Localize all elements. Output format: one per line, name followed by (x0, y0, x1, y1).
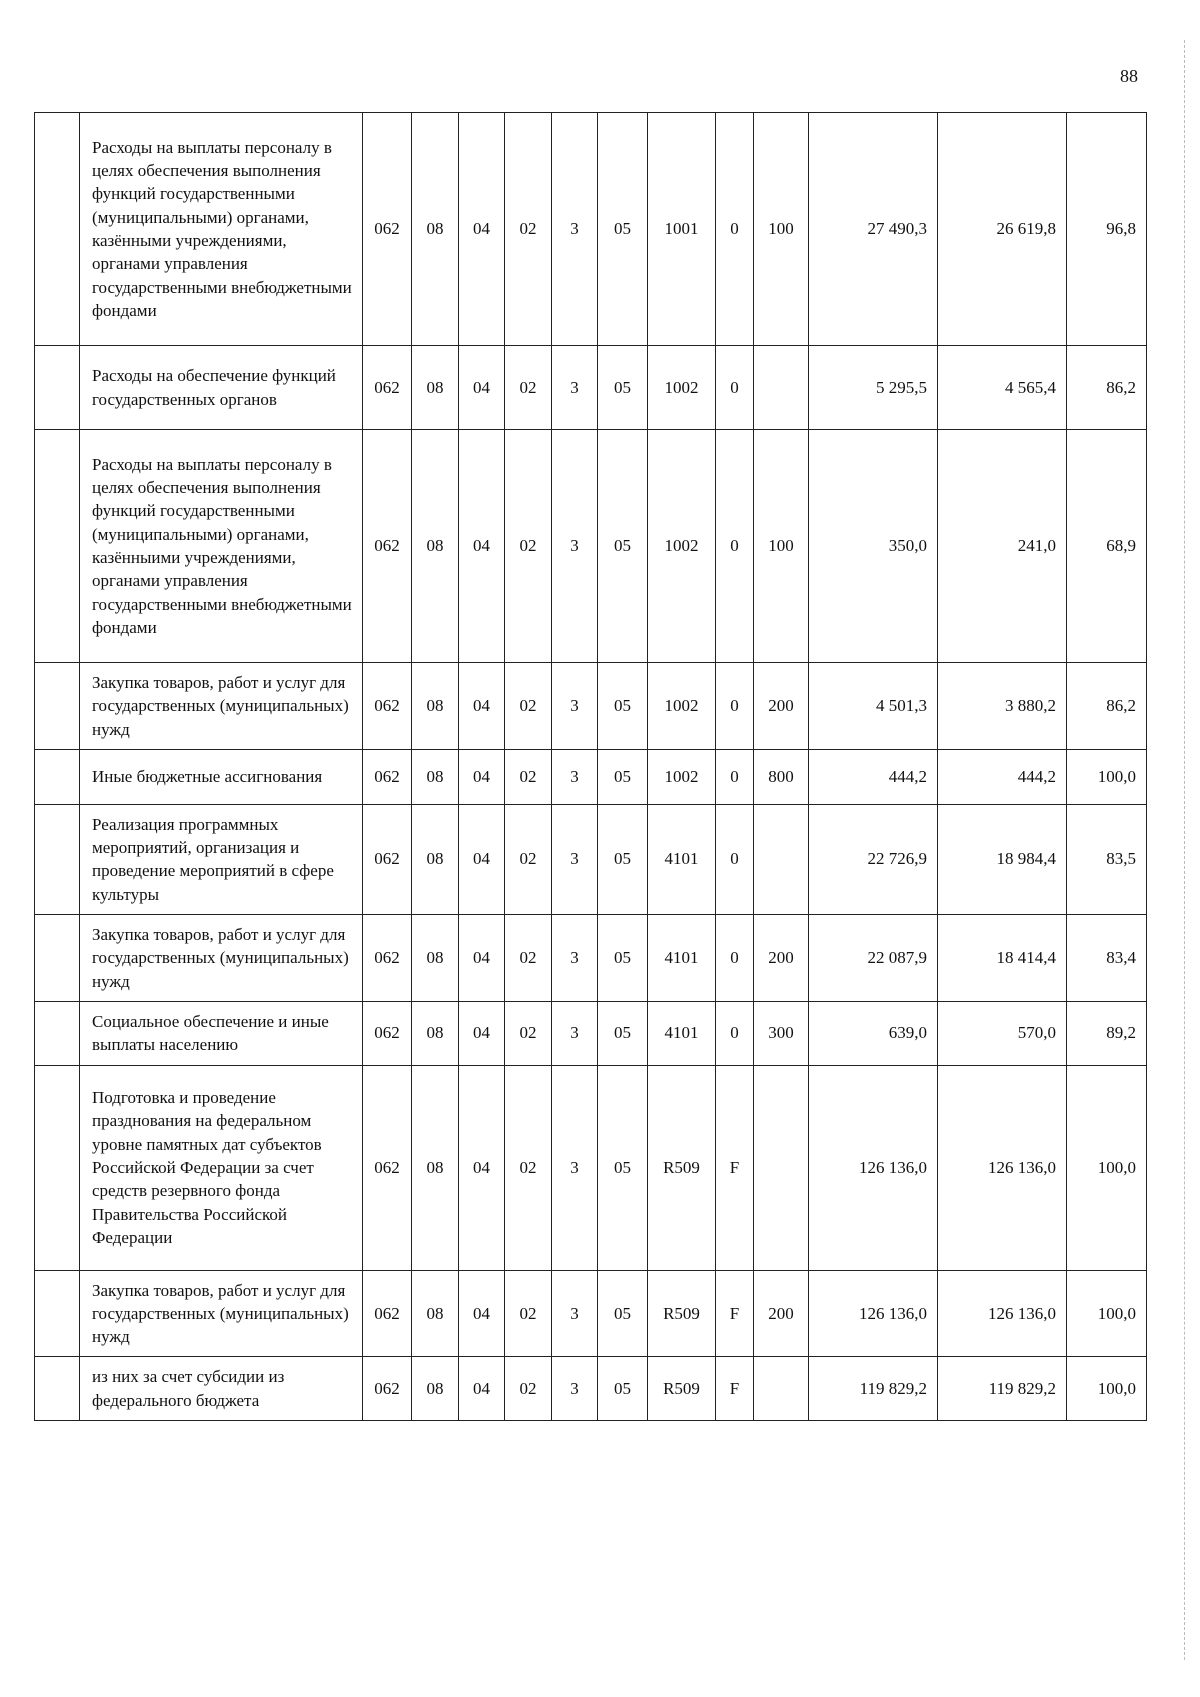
actual-amount: 4 565,4 (938, 346, 1067, 430)
section-code: 08 (412, 113, 459, 346)
expense-type-code: 100 (754, 113, 809, 346)
direction-code: 1002 (648, 346, 716, 430)
ministry-code: 062 (363, 749, 412, 804)
execution-percent: 83,5 (1067, 804, 1147, 914)
actual-amount: 18 414,4 (938, 915, 1067, 1002)
table-row (35, 804, 1147, 914)
row-index-cell (35, 346, 80, 430)
section-code: 08 (412, 430, 459, 663)
event-code: 05 (598, 804, 648, 914)
expense-type-code: 200 (754, 663, 809, 750)
event-code: 05 (598, 113, 648, 346)
row-description: из них за счет субсидии из федерального бюджета (80, 1357, 363, 1421)
page-number: 88 (1120, 66, 1138, 86)
event-code: 05 (598, 1001, 648, 1065)
execution-percent: 86,2 (1067, 346, 1147, 430)
row-description: Социальное обеспечение и иные выплаты населению (80, 1001, 363, 1065)
expense-type-code: 800 (754, 749, 809, 804)
subsection-code: 04 (459, 749, 505, 804)
program-code: 02 (505, 663, 552, 750)
table-row (35, 1001, 1147, 1065)
event-code: 05 (598, 430, 648, 663)
plan-amount: 5 295,5 (809, 346, 938, 430)
program-code: 02 (505, 749, 552, 804)
subprogram-code: 3 (552, 113, 598, 346)
execution-percent: 83,4 (1067, 915, 1147, 1002)
row-description: Закупка товаров, работ и услуг для государственных (муниципальных) нужд (80, 915, 363, 1002)
section-code: 08 (412, 915, 459, 1002)
subsection-code: 04 (459, 663, 505, 750)
extra-code: 0 (716, 663, 754, 750)
subsection-code: 04 (459, 346, 505, 430)
execution-percent: 68,9 (1067, 430, 1147, 663)
plan-amount: 22 087,9 (809, 915, 938, 1002)
row-index-cell (35, 804, 80, 914)
expense-type-code: 300 (754, 1001, 809, 1065)
row-index-cell (35, 915, 80, 1002)
direction-code: R509 (648, 1357, 716, 1421)
extra-code: F (716, 1065, 754, 1270)
subsection-code: 04 (459, 113, 505, 346)
subsection-code: 04 (459, 1001, 505, 1065)
subprogram-code: 3 (552, 749, 598, 804)
actual-amount: 119 829,2 (938, 1357, 1067, 1421)
plan-amount: 22 726,9 (809, 804, 938, 914)
expense-type-code: 100 (754, 430, 809, 663)
ministry-code: 062 (363, 430, 412, 663)
table-row (35, 113, 1147, 346)
direction-code: R509 (648, 1270, 716, 1357)
expense-type-code (754, 804, 809, 914)
subprogram-code: 3 (552, 915, 598, 1002)
plan-amount: 126 136,0 (809, 1270, 938, 1357)
actual-amount: 126 136,0 (938, 1065, 1067, 1270)
direction-code: 1002 (648, 663, 716, 750)
plan-amount: 639,0 (809, 1001, 938, 1065)
extra-code: F (716, 1270, 754, 1357)
subsection-code: 04 (459, 804, 505, 914)
event-code: 05 (598, 1065, 648, 1270)
subsection-code: 04 (459, 1065, 505, 1270)
row-description: Расходы на выплаты персоналу в целях обеспечения выполнения функций государственными (муниципальными) органами, казённыими учреждениями, органами управления государственными внебюджетными фондами (80, 430, 363, 663)
extra-code: 0 (716, 113, 754, 346)
section-code: 08 (412, 1270, 459, 1357)
table-row (35, 663, 1147, 750)
program-code: 02 (505, 1065, 552, 1270)
event-code: 05 (598, 915, 648, 1002)
plan-amount: 119 829,2 (809, 1357, 938, 1421)
scan-edge-line (1184, 40, 1185, 1660)
program-code: 02 (505, 113, 552, 346)
extra-code: 0 (716, 346, 754, 430)
actual-amount: 18 984,4 (938, 804, 1067, 914)
table-row (35, 915, 1147, 1002)
execution-percent: 100,0 (1067, 1065, 1147, 1270)
row-index-cell (35, 663, 80, 750)
table-row (35, 1357, 1147, 1421)
program-code: 02 (505, 430, 552, 663)
table-row (35, 430, 1147, 663)
plan-amount: 444,2 (809, 749, 938, 804)
subsection-code: 04 (459, 1270, 505, 1357)
execution-percent: 89,2 (1067, 1001, 1147, 1065)
row-description: Расходы на выплаты персоналу в целях обеспечения выполнения функций государственными (муниципальными) органами, казёнными учреждениями, органами управления государственными внебюджетными фондами (80, 113, 363, 346)
actual-amount: 126 136,0 (938, 1270, 1067, 1357)
program-code: 02 (505, 804, 552, 914)
ministry-code: 062 (363, 346, 412, 430)
row-index-cell (35, 430, 80, 663)
extra-code: 0 (716, 915, 754, 1002)
plan-amount: 350,0 (809, 430, 938, 663)
section-code: 08 (412, 804, 459, 914)
direction-code: 1002 (648, 430, 716, 663)
program-code: 02 (505, 1270, 552, 1357)
ministry-code: 062 (363, 915, 412, 1002)
execution-percent: 100,0 (1067, 1270, 1147, 1357)
row-index-cell (35, 1357, 80, 1421)
expense-type-code (754, 346, 809, 430)
program-code: 02 (505, 1357, 552, 1421)
execution-percent: 86,2 (1067, 663, 1147, 750)
event-code: 05 (598, 1270, 648, 1357)
ministry-code: 062 (363, 1001, 412, 1065)
subprogram-code: 3 (552, 1065, 598, 1270)
budget-table (34, 112, 1147, 1421)
direction-code: 4101 (648, 1001, 716, 1065)
expense-type-code: 200 (754, 1270, 809, 1357)
ministry-code: 062 (363, 1065, 412, 1270)
actual-amount: 3 880,2 (938, 663, 1067, 750)
extra-code: 0 (716, 749, 754, 804)
direction-code: 1001 (648, 113, 716, 346)
ministry-code: 062 (363, 1357, 412, 1421)
subprogram-code: 3 (552, 663, 598, 750)
subprogram-code: 3 (552, 1001, 598, 1065)
row-index-cell (35, 749, 80, 804)
event-code: 05 (598, 1357, 648, 1421)
actual-amount: 570,0 (938, 1001, 1067, 1065)
row-description: Расходы на обеспечение функций государственных органов (80, 346, 363, 430)
row-index-cell (35, 1270, 80, 1357)
execution-percent: 96,8 (1067, 113, 1147, 346)
extra-code: 0 (716, 1001, 754, 1065)
section-code: 08 (412, 1357, 459, 1421)
row-index-cell (35, 1065, 80, 1270)
actual-amount: 26 619,8 (938, 113, 1067, 346)
extra-code: 0 (716, 804, 754, 914)
plan-amount: 27 490,3 (809, 113, 938, 346)
actual-amount: 241,0 (938, 430, 1067, 663)
ministry-code: 062 (363, 113, 412, 346)
row-description: Закупка товаров, работ и услуг для государственных (муниципальных) нужд (80, 663, 363, 750)
plan-amount: 126 136,0 (809, 1065, 938, 1270)
expense-type-code: 200 (754, 915, 809, 1002)
section-code: 08 (412, 1001, 459, 1065)
event-code: 05 (598, 663, 648, 750)
ministry-code: 062 (363, 663, 412, 750)
direction-code: 1002 (648, 749, 716, 804)
subsection-code: 04 (459, 430, 505, 663)
subprogram-code: 3 (552, 346, 598, 430)
table-row (35, 346, 1147, 430)
ministry-code: 062 (363, 804, 412, 914)
row-description: Реализация программных мероприятий, организация и проведение мероприятий в сфере культуры (80, 804, 363, 914)
execution-percent: 100,0 (1067, 749, 1147, 804)
row-description: Подготовка и проведение празднования на федеральном уровне памятных дат субъектов Российской Федерации за счет средств резервного фонда Правительства Российской Федерации (80, 1065, 363, 1270)
row-description: Иные бюджетные ассигнования (80, 749, 363, 804)
subprogram-code: 3 (552, 430, 598, 663)
table-row (35, 749, 1147, 804)
section-code: 08 (412, 1065, 459, 1270)
event-code: 05 (598, 749, 648, 804)
section-code: 08 (412, 749, 459, 804)
program-code: 02 (505, 1001, 552, 1065)
direction-code: R509 (648, 1065, 716, 1270)
expense-type-code (754, 1065, 809, 1270)
direction-code: 4101 (648, 915, 716, 1002)
table-row (35, 1270, 1147, 1357)
subprogram-code: 3 (552, 1270, 598, 1357)
subprogram-code: 3 (552, 804, 598, 914)
row-index-cell (35, 113, 80, 346)
program-code: 02 (505, 915, 552, 1002)
direction-code: 4101 (648, 804, 716, 914)
extra-code: 0 (716, 430, 754, 663)
table-body (35, 113, 1147, 1421)
section-code: 08 (412, 346, 459, 430)
extra-code: F (716, 1357, 754, 1421)
expense-type-code (754, 1357, 809, 1421)
subsection-code: 04 (459, 915, 505, 1002)
row-description: Закупка товаров, работ и услуг для государственных (муниципальных) нужд (80, 1270, 363, 1357)
subprogram-code: 3 (552, 1357, 598, 1421)
actual-amount: 444,2 (938, 749, 1067, 804)
table-row (35, 1065, 1147, 1270)
plan-amount: 4 501,3 (809, 663, 938, 750)
subsection-code: 04 (459, 1357, 505, 1421)
program-code: 02 (505, 346, 552, 430)
row-index-cell (35, 1001, 80, 1065)
event-code: 05 (598, 346, 648, 430)
ministry-code: 062 (363, 1270, 412, 1357)
execution-percent: 100,0 (1067, 1357, 1147, 1421)
section-code: 08 (412, 663, 459, 750)
